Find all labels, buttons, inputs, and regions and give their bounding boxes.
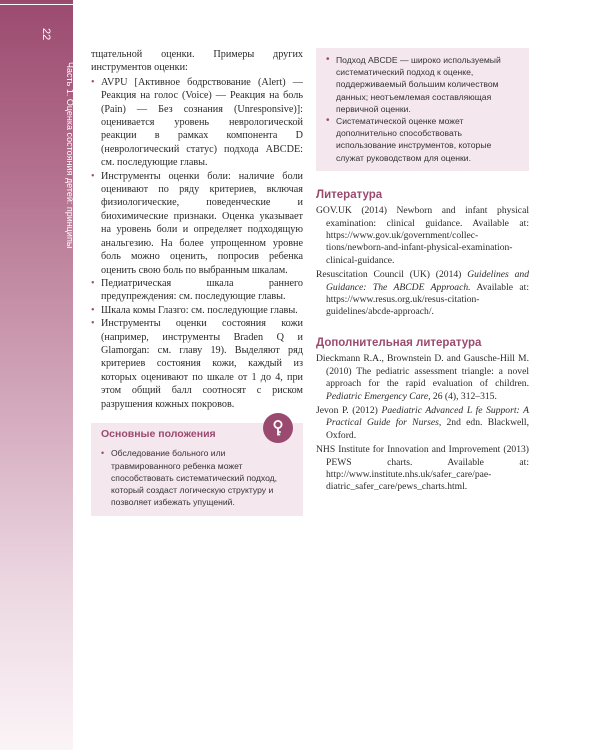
reference-item: Resuscitation Council (UK) (2014) Guidelines and Guidance: The ABCDE Approach. Available at: https://www.resus.org.uk/resus-citation-guidelines/abcde-approach/. (316, 269, 529, 318)
list-item: • Подход ABCDE — широко используемый систематический подход к оценке, поддерживаемый большим количеством данных; неотъемлемая составляющая первичной оценки. (326, 54, 521, 115)
list-item: • AVPU [Активное бодрствование (Alert) — Реакция на голос (Voice) — Реакция на боль (Pain) — Без сознания (Unresponsive)]: оценивается уровень неврологической реакции в рамках компонента D (неврологический статус) подхода ABCDE: см. последующие главы. (91, 76, 303, 170)
list-item: • Шкала комы Глазго: см. последующие главы. (91, 304, 303, 317)
key-points-box (91, 423, 303, 516)
assessment-tools-list (91, 76, 303, 411)
intro-text: тщательной оценки. Примеры других инструментов оценки: (91, 49, 303, 74)
reference-item: NHS Institute for Innovation and Improvement (2013) PEWS charts. Available at: http://www.institute.nhs.uk/safer_care/pae-diatric_safer_care/pews_charts.html. (316, 444, 529, 493)
key-points-title: Основные положения (101, 427, 216, 440)
reference-item: Jevon P. (2012) Paediatric Advanced L fe Support: A Practical Guide for Nurses, 2nd edn. Blackwell, Oxford. (316, 404, 529, 441)
key-points-list (101, 447, 295, 508)
side-strip-rule (0, 4, 73, 5)
running-head: Часть 1. Оценка состояния детей: принципы (65, 62, 75, 249)
summary-list (326, 54, 521, 164)
list-item: • Систематической оценке может дополнительно способствовать использование инструментов, которые служат руководством для оценки. (326, 115, 521, 164)
summary-box (316, 48, 529, 171)
list-item: • Инструменты оценки состояния кожи (например, инструменты Braden Q и Glamorgan: см. главу 19). Выделяют ряд критериев состояния кожи, каждый из которых оценивают по шкале от 1 до 4, при этом общий балл соотносят с риском разрушения кожных покровов. (91, 317, 303, 411)
list-item: • Педиатрическая шкала раннего предупреждения: см. последующие главы. (91, 277, 303, 304)
key-icon (263, 413, 293, 443)
reference-item: GOV.UK (2014) Newborn and infant physical examination: clinical guidance. Available at: https://www.gov.uk/government/collec-tions/newborn-and-infant-physical-examination-clinical-guidance. (316, 205, 529, 266)
further-reading-heading: Дополнительная литература (316, 336, 482, 349)
reference-item: Dieckmann R.A., Brownstein D. and Gausche-Hill M. (2010) The pediatric assessment triangle: a novel approach for the rapid evaluation of children. Pediatric Emergency Care, 26 (4), 312–315. (316, 353, 529, 402)
left-column (91, 48, 303, 516)
side-strip (0, 0, 73, 750)
list-item: • Обследование больного или травмированного ребенка может способствовать систематический подход, который создаст логическую структуру и позволяет избежать упущений. (101, 447, 295, 508)
page-number: 22 (40, 28, 52, 41)
right-column (316, 48, 529, 496)
literature-heading: Литература (316, 188, 383, 201)
list-item: • Инструменты оценки боли: наличие боли оценивают по ряду критериев, включая физиологические, поведенческие и биохимические признаки. Оценка указывает на уровень боли и определяет подходящую анальгезию. На более упрощенном уровне боль можно оценить, попросив ребенка оценить свою боль по выбранным шкалам. (91, 170, 303, 277)
